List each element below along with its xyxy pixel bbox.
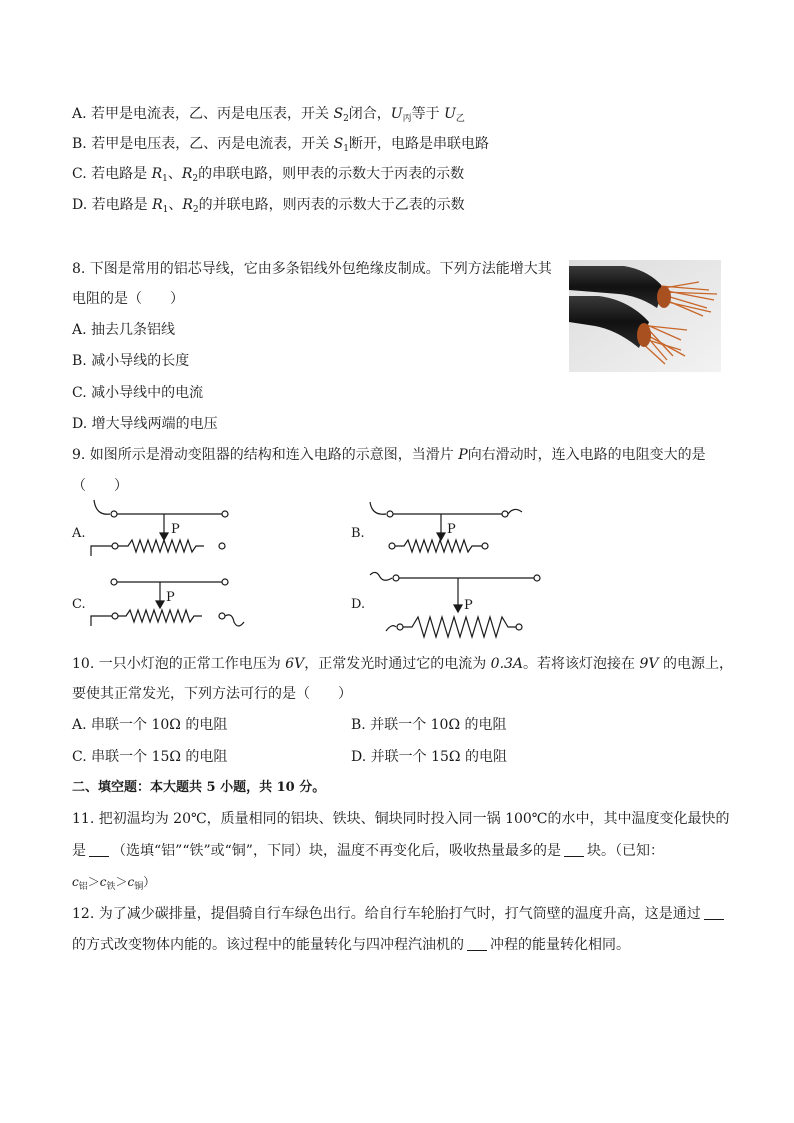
q12-blank-2: [467, 936, 487, 951]
slider-label-b: P: [447, 522, 456, 537]
q11-blank-1: [89, 842, 109, 857]
slider-label-a: P: [171, 522, 180, 537]
slider-label-c: P: [166, 590, 175, 605]
diagram-c-label: C.: [72, 597, 86, 612]
diagram-a-label: A.: [72, 526, 86, 541]
rheostat-diagram-c: [86, 572, 246, 636]
q10-option-c: C. 串联一个 15Ω 的电阻: [72, 749, 228, 765]
q10-option-a: A. 串联一个 10Ω 的电阻: [72, 717, 228, 733]
q12-blank-1: [704, 905, 724, 920]
q9-stem-line1: 9. 如图所示是滑动变阻器的结构和连入电路的示意图，当滑片 P向右滑动时，连入电路的电阻变大的是: [72, 447, 706, 463]
q12-stem-line1: 12. 为了减少碳排量，提倡骑自行车绿色出行。给自行车轮胎打气时，打气筒壁的温度升高，这是通过: [72, 904, 727, 924]
rheostat-diagram-d: [366, 565, 556, 647]
q11-blank-2: [564, 842, 584, 857]
section-heading-fill-in: 二、填空题：本大题共 5 小题，共 10 分。: [72, 780, 326, 795]
diagram-d-label: D.: [351, 597, 366, 612]
q8-option-b: B. 减小导线的长度: [72, 353, 190, 369]
q11-stem-line1: 11. 把初温均为 20℃，质量相同的铝块、铁块、铜块同时投入同一锅 100℃的水中，其中温度变化最快的: [72, 811, 730, 827]
q9-stem-line2: （ ）: [72, 478, 128, 494]
q8-stem-line2: 电阻的是（ ）: [72, 291, 184, 307]
q11-stem-line2: 是 （选填“铝”“铁”或“铜”，下同）块，温度不再变化后，吸收热量最多的是 块。（已知：: [72, 843, 664, 859]
q7-option-d: D. 若电路是 $R_1$、$R_2$的并联电路，则丙表的示数大于乙表的示数: [72, 197, 465, 215]
q11-specific-heat: $c_铝>c_铁>c_铜$）: [72, 875, 156, 892]
cable-photo: [569, 260, 721, 372]
q8-option-a: A. 抽去几条铝线: [72, 322, 176, 338]
q10-stem-line2: 要使其正常发光，下列方法可行的是（ ）: [72, 686, 352, 702]
q12-stem-line2: 的方式改变物体内能的。该过程中的能量转化与四冲程汽油机的 冲程的能量转化相同。: [72, 937, 630, 953]
rheostat-diagram-a: [86, 498, 246, 562]
q7-option-b: B. 若甲是电压表，乙、丙是电流表，开关 $S_1$断开，电路是串联电路: [72, 136, 489, 154]
q10-option-d: D. 并联一个 15Ω 的电阻: [351, 749, 507, 765]
q10-stem-line1: 10. 一只小灯泡的正常工作电压为 6V，正常发光时通过它的电流为 0.3A。若将该灯泡接在 9V 的电源上，: [72, 656, 733, 672]
q7-option-c: C. 若电路是 $R_1$、$R_2$的串联电路，则甲表的示数大于丙表的示数: [72, 166, 465, 184]
q8-option-d: D. 增大导线两端的电压: [72, 416, 218, 432]
q10-option-b: B. 并联一个 10Ω 的电阻: [351, 717, 507, 733]
q7-option-a: A. 若甲是电流表，乙、丙是电压表，开关 $S_2$闭合，$U_丙$等于 $U_乙$: [72, 106, 465, 124]
q8-stem-line1: 8. 下图是常用的铝芯导线，它由多条铝线外包绝缘皮制成。下列方法能增大其: [72, 261, 552, 277]
q8-option-c: C. 减小导线中的电流: [72, 385, 204, 401]
diagram-b-label: B.: [351, 526, 365, 541]
rheostat-diagram-b: [366, 498, 526, 562]
slider-label-d: P: [464, 598, 473, 613]
